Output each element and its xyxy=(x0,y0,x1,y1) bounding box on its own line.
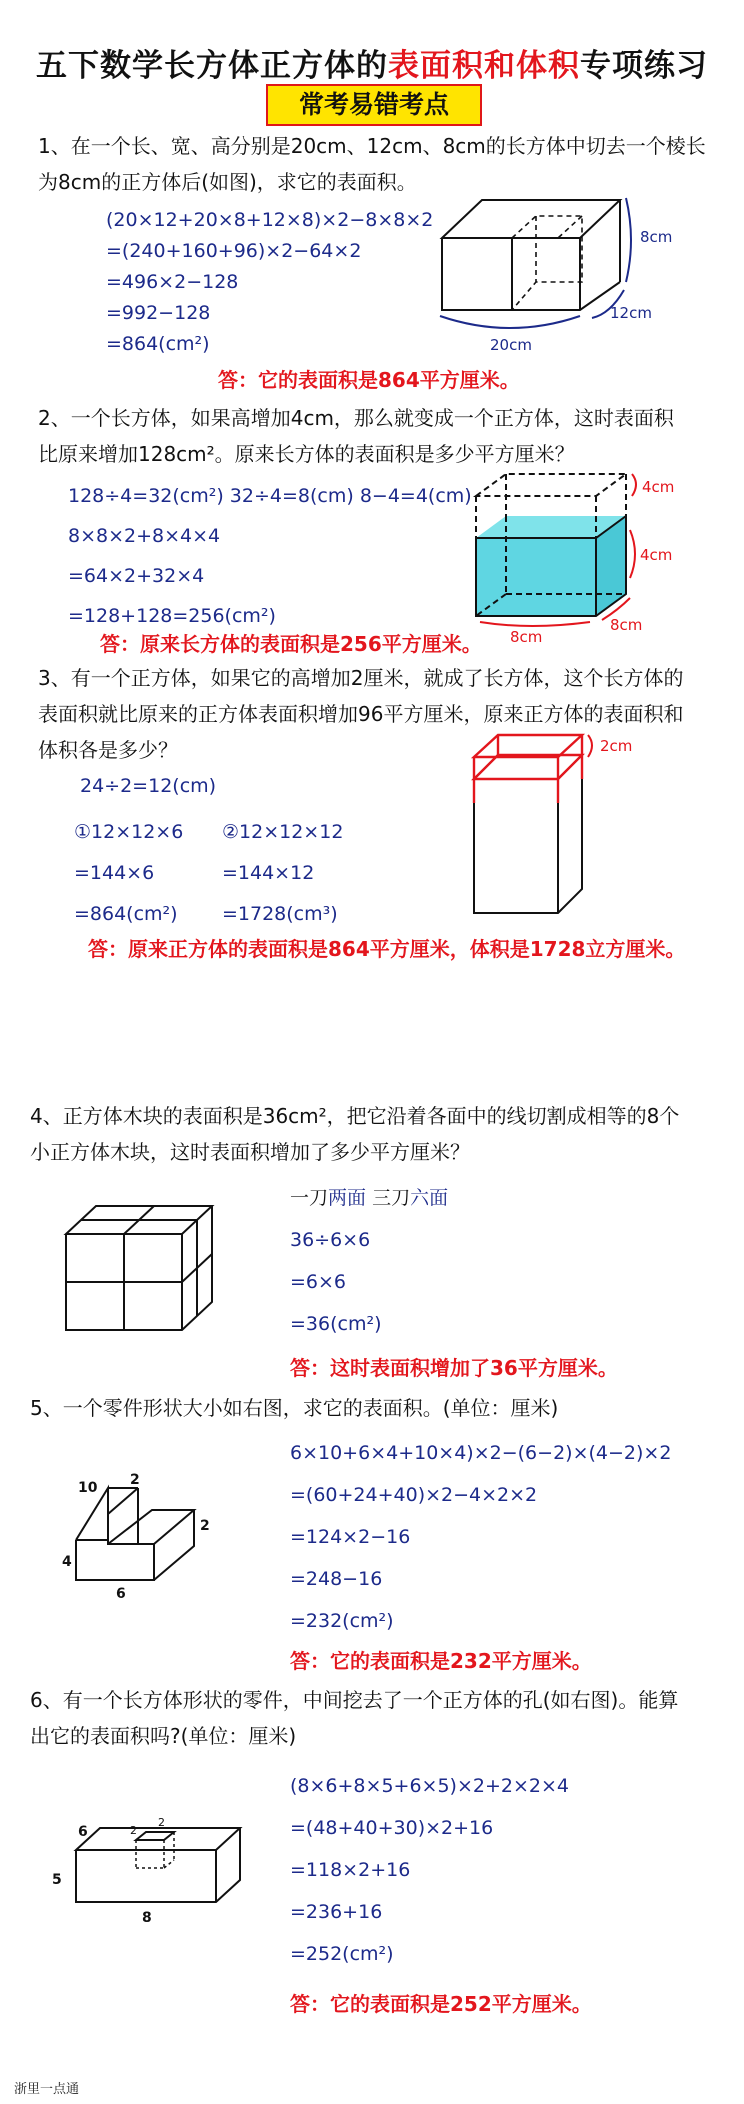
q6-fig-label-6: 6 xyxy=(78,1824,88,1840)
q5-steps xyxy=(290,1432,671,1642)
q1-answer: 答：它的表面积是864平方厘米。 xyxy=(218,368,520,392)
q2-step: 128÷4=32(cm²) 32÷4=8(cm) 8−4=4(cm) xyxy=(68,485,472,507)
q6-figure xyxy=(50,1810,250,1930)
title-part1: 五下数学长方体正方体的 xyxy=(36,48,388,84)
q2-fig-width: 8cm xyxy=(510,628,543,646)
q4-step0-d: 六面 xyxy=(410,1187,449,1209)
q5-text-line1: 5、一个零件形状大小如右图，求它的表面积。(单位：厘米) xyxy=(30,1396,559,1420)
q2-fig-mid: 4cm xyxy=(640,546,673,564)
q2-text-line2: 比原来增加128cm²。原来长方体的表面积是多少平方厘米？ xyxy=(38,442,575,466)
q3-text-line1: 3、有一个正方体，如果它的高增加2厘米，就成了长方体，这个长方体的 xyxy=(38,666,684,690)
q2-step: 8×8×2+8×4×4 xyxy=(68,525,221,547)
q4-text-line2: 小正方体木块，这时表面积增加了多少平方厘米？ xyxy=(30,1140,470,1164)
q5-fig-label-6: 6 xyxy=(116,1586,126,1602)
q2-text-line1: 2、一个长方体，如果高增加4cm，那么就变成一个正方体，这时表面积 xyxy=(38,406,674,430)
q2-step: =64×2+32×4 xyxy=(68,565,205,587)
q1-step: (20×12+20×8+12×8)×2−8×8×2 xyxy=(106,209,434,231)
q1-fig-width: 12cm xyxy=(610,304,652,322)
q3-text-line2: 表面积就比原来的正方体表面积增加96平方厘米，原来正方体的表面积和 xyxy=(38,702,684,726)
q3-right-steps xyxy=(222,812,343,935)
q5-step: =248−16 xyxy=(290,1568,383,1590)
q6-step: =118×2+16 xyxy=(290,1859,411,1881)
q4-answer: 答：这时表面积增加了36平方厘米。 xyxy=(290,1356,618,1380)
q1-step: =992−128 xyxy=(106,302,211,324)
q1-figure xyxy=(430,190,710,360)
q1-steps xyxy=(106,205,433,360)
q2-figure xyxy=(470,470,710,646)
q2-fig-top: 4cm xyxy=(642,478,675,496)
q5-fig-label-4: 4 xyxy=(62,1554,72,1570)
topic-badge: 常考易错考点 xyxy=(266,84,482,126)
title-part3: 专项练习 xyxy=(580,48,708,84)
q3-step: ①12×12×6 xyxy=(74,821,184,843)
q6-fig-label-2a: 2 xyxy=(130,1824,137,1837)
q5-fig-label-10: 10 xyxy=(78,1480,98,1496)
q6-fig-label-2b: 2 xyxy=(158,1816,165,1829)
q4-step0-a: 一刀 xyxy=(290,1187,329,1209)
page-title xyxy=(0,40,744,85)
q3-left-steps xyxy=(74,812,183,935)
q1-step: =496×2−128 xyxy=(106,271,239,293)
q3-figure xyxy=(470,737,660,920)
q5-step: =232(cm²) xyxy=(290,1610,394,1632)
q5-figure xyxy=(60,1470,240,1610)
section-gap xyxy=(0,1045,744,1053)
title-highlight: 表面积和体积 xyxy=(388,48,580,84)
q1-fig-height: 8cm xyxy=(640,228,673,246)
q3-step: =144×12 xyxy=(222,862,315,884)
q1-fig-length: 20cm xyxy=(490,336,532,354)
q6-fig-label-5: 5 xyxy=(52,1872,62,1888)
q6-step: =252(cm²) xyxy=(290,1943,394,1965)
q3-step: =864(cm²) xyxy=(74,903,178,925)
q6-step: (8×6+8×5+6×5)×2+2×2×4 xyxy=(290,1775,569,1797)
q4-step: =36(cm²) xyxy=(290,1313,382,1335)
q2-fig-length: 8cm xyxy=(610,616,643,634)
q4-step0-b: 两面 xyxy=(328,1187,367,1209)
q6-steps xyxy=(290,1765,569,1975)
q5-fig-label-top: 2 xyxy=(130,1472,140,1488)
q5-step: 6×10+6×4+10×4)×2−(6−2)×(4−2)×2 xyxy=(290,1442,672,1464)
q3-fig-label: 2cm xyxy=(600,737,633,755)
q6-answer: 答：它的表面积是252平方厘米。 xyxy=(290,1992,592,2016)
q3-step: ②12×12×12 xyxy=(222,821,344,843)
q2-steps xyxy=(68,476,472,636)
q6-step: =(48+40+30)×2+16 xyxy=(290,1817,494,1839)
q6-text-line1: 6、有一个长方体形状的零件，中间挖去了一个正方体的孔(如右图)。能算 xyxy=(30,1688,679,1712)
q1-text-line1: 1、在一个长、宽、高分别是20cm、12cm、8cm的长方体中切去一个棱长 xyxy=(38,134,706,158)
q1-step: =864(cm²) xyxy=(106,333,210,355)
q4-figure xyxy=(62,1200,242,1340)
q1-step: =(240+160+96)×2−64×2 xyxy=(106,240,362,262)
q6-text-line2: 出它的表面积吗?(单位：厘米) xyxy=(30,1724,297,1748)
q5-answer: 答：它的表面积是232平方厘米。 xyxy=(290,1649,592,1673)
q3-answer: 答：原来正方体的表面积是864平方厘米，体积是1728立方厘米。 xyxy=(88,937,686,961)
q4-step: 36÷6×6 xyxy=(290,1229,371,1251)
q5-step: =(60+24+40)×2−4×2×2 xyxy=(290,1484,538,1506)
q6-step: =236+16 xyxy=(290,1901,383,1923)
q3-step0: 24÷2=12(cm) xyxy=(80,775,217,797)
q4-text-line1: 4、正方体木块的表面积是36cm²，把它沿着各面中的线切割成相等的8个 xyxy=(30,1104,680,1128)
footer-brand: 浙里一点通 xyxy=(14,2082,80,2097)
q4-steps xyxy=(290,1177,448,1345)
q4-step0-c: 三刀 xyxy=(366,1187,411,1209)
q5-step: =124×2−16 xyxy=(290,1526,411,1548)
q3-step: =144×6 xyxy=(74,862,155,884)
q4-step0 xyxy=(290,1177,448,1219)
q3-text-line3: 体积各是多少？ xyxy=(38,738,178,762)
q6-fig-label-8: 8 xyxy=(142,1910,152,1926)
q4-step: =6×6 xyxy=(290,1271,347,1293)
q5-fig-label-right: 2 xyxy=(200,1518,210,1534)
q2-step: =128+128=256(cm²) xyxy=(68,605,276,627)
q2-answer: 答：原来长方体的表面积是256平方厘米。 xyxy=(100,632,482,656)
q3-step: =1728(cm³) xyxy=(222,903,338,925)
q1-text-line2: 为8cm的正方体后(如图)，求它的表面积。 xyxy=(38,170,417,194)
